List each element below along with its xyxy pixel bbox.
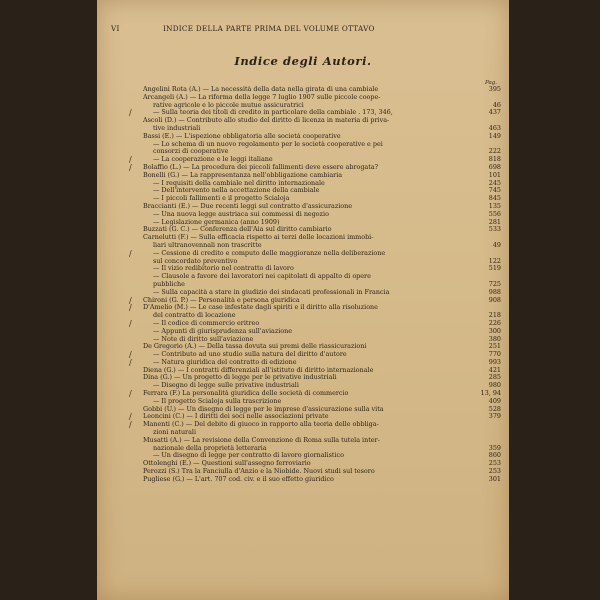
entry-text: zioni naturali [153, 429, 197, 437]
index-entry [143, 180, 501, 188]
entry-page-number: 421 [488, 365, 501, 374]
index-entry [129, 412, 501, 422]
entry-page-number: 253 [488, 459, 501, 468]
entry-page-number: 251 [488, 342, 501, 351]
pencil-mark: / [129, 350, 132, 360]
index-entry [143, 429, 501, 437]
entry-text: — Disegno di legge sulle privative industriali [153, 382, 299, 390]
index-entry [143, 445, 501, 453]
entry-page-number: 533 [488, 225, 501, 234]
index-entry [129, 420, 501, 430]
entry-page-number: 379 [488, 412, 501, 421]
index-entry [143, 367, 501, 375]
entry-page-number: 380 [488, 334, 501, 343]
entry-page-number: 556 [488, 209, 501, 218]
index-entry [129, 295, 501, 305]
index-entry [143, 281, 501, 289]
index-entry [129, 155, 501, 165]
entry-text: tive industriali [153, 124, 201, 132]
entry-text: Ferrara (F.) La personalità giuridica delle società di commercio [143, 390, 349, 398]
entry-text: — La cooperazione e le leggi italiane [153, 156, 273, 164]
entry-page-number: 13, 94 [480, 389, 501, 398]
entry-page-number: 149 [488, 131, 501, 140]
entry-page-number: 226 [488, 318, 501, 327]
entry-page-number: 725 [488, 279, 501, 288]
pencil-mark: / [129, 155, 132, 165]
entry-text: pubbliche [153, 280, 185, 288]
pencil-mark: / [129, 295, 132, 305]
entry-text: De Gregorio (A.) — Della tassa dovuta sui premi delle riassicurazioni [143, 343, 367, 351]
index-entry [143, 195, 501, 203]
index-entry [143, 452, 501, 460]
entry-text: D'Amelio (M.) — Le case infestate dagli spiriti e il diritto alla risoluzione [143, 304, 378, 312]
index-entry [143, 460, 501, 468]
index-entry [143, 312, 501, 320]
entry-page-number: 395 [488, 85, 501, 93]
entry-page-number: 845 [488, 194, 501, 203]
entry-text: Ascoli (D.) — Contributo allo studio del diritto di licenza in materia di priva- [143, 117, 390, 125]
entry-text: Angelini Rota (A.) — La necessità della data nella girata di una cambiale [143, 86, 379, 93]
index-entry [143, 374, 501, 382]
index-entry [143, 234, 501, 242]
entry-page-number: 818 [488, 155, 501, 164]
entry-text: — Un disegno di legge per contratto di lavoro giornalistico [153, 452, 344, 460]
entry-text: — I piccoli fallimenti e il progetto Scialoja [153, 195, 290, 203]
entry-text: liari ultranovennali non trascritte [153, 241, 262, 249]
index-entry [143, 265, 501, 273]
pencil-mark: / [129, 412, 132, 422]
entry-page-number: 222 [488, 147, 501, 156]
running-title: INDICE DELLA PARTE PRIMA DEL VOLUME OTTAVO [163, 24, 375, 33]
index-entry [129, 108, 501, 118]
entry-text: Dina (G.) — Un progetto di legge per le privative industriali [143, 374, 337, 382]
entry-page-number: 218 [488, 311, 501, 320]
entry-page-number: 988 [488, 287, 501, 296]
entry-page-number: 300 [488, 326, 501, 335]
index-entry [143, 172, 501, 180]
entry-text: Perozzi (S.) Tra la Fanciulla d'Anzio e la Niobide. Nuovi studi sul tesoro [143, 468, 375, 476]
entry-page-number: 49 [492, 240, 501, 249]
entry-page-number: 285 [488, 373, 501, 382]
index-entry [143, 102, 501, 110]
index-entry [143, 437, 501, 445]
index-entry [143, 141, 501, 149]
entry-text: — Appunti di giurisprudenza sull'aviazione [153, 327, 293, 335]
index-entry [143, 343, 501, 351]
index-entry [143, 226, 501, 234]
index-entry [143, 406, 501, 414]
index-entry [143, 336, 501, 344]
entry-text: — Il codice di commercio eritreo [153, 319, 260, 327]
entry-page-number: 745 [488, 186, 501, 195]
index-entry [129, 357, 501, 367]
entry-text: — Contributo ad uno studio sulla natura del diritto d'autore [153, 351, 347, 359]
index-entry [143, 398, 501, 406]
index-entry [143, 203, 501, 211]
entry-page-number: 101 [488, 170, 501, 179]
index-entry [143, 219, 501, 227]
entry-text: — Sulla capacità a stare in giudizio dei sindacati professionali in Francia [153, 288, 390, 296]
entry-text: Ottolenghi (E.) — Questioni sull'assegno ferroviario [143, 460, 311, 468]
entry-text: — Clausole a favore dei lavoratori nei capitolati di appalto di opere [153, 273, 371, 281]
index-entry [143, 242, 501, 250]
index-entry [143, 258, 501, 266]
entry-text: Bassi (E.) — L'ispezione obbligatoria alle società cooperative [143, 132, 341, 140]
entry-text: — Una nuova legge austriaca sui commessi di negozio [153, 210, 329, 218]
pencil-mark: / [129, 162, 132, 172]
index-entry [143, 382, 501, 390]
entry-text: Carnelutti (F.) — Sulla efficacia rispetto ai terzi delle locazioni immobi- [143, 234, 374, 242]
entry-text: Arcangeli (A.) — La riforma della legge 7 luglio 1907 sulle piccole coope- [143, 93, 381, 101]
entry-text: Leoncini (C.) — I diritti dei soci nelle associazioni private [143, 413, 329, 421]
page-column-label: Pag. [484, 80, 497, 86]
entry-text: sul concordato preventivo [153, 257, 238, 265]
index-entry [129, 248, 501, 258]
index-entry [143, 273, 501, 281]
entry-text: Buzzati (G. C.) — Conferenza dell'Aia sul diritto cambiario [143, 226, 332, 234]
entry-page-number: 437 [488, 108, 501, 117]
index-entry [143, 117, 501, 125]
pencil-mark: / [129, 420, 132, 430]
entry-page-number: 301 [488, 474, 501, 483]
entry-page-number: 698 [488, 162, 501, 171]
entry-text: nazionale della proprietà letteraria [153, 444, 267, 452]
index-entry [143, 133, 501, 141]
entry-page-number: 245 [488, 178, 501, 187]
index-entry [129, 318, 501, 328]
index-entry [129, 303, 501, 313]
entry-text: — Sulla teoria dei titoli di credito in particolare della cambiale . 173, 346, [153, 109, 393, 117]
index-entry [143, 328, 501, 336]
entry-text: consorzi di cooperative [153, 148, 229, 156]
entry-page-number: 908 [488, 295, 501, 304]
pencil-mark: / [129, 318, 132, 328]
index-entry [143, 125, 501, 133]
entry-text: Bonelli (G.) — La rappresentanza nell'obbligazione cambiaria [143, 171, 343, 179]
book-page [97, 0, 509, 600]
entry-page-number: 281 [488, 217, 501, 226]
index-entry [143, 148, 501, 156]
entry-text: — Il progetto Scialoja sulla trascrizione [153, 397, 282, 405]
entry-page-number: 135 [488, 201, 501, 210]
entry-text: — Natura giuridica del contratto di edizione [153, 358, 297, 366]
entry-text: Diena (G.) — I contratti differenziali all'istituto di diritto internazionale [143, 366, 374, 374]
entry-text: — Note di diritto sull'aviazione [153, 335, 254, 343]
pencil-mark: / [129, 248, 132, 258]
entry-text: rative agricole e lo piccole mutue assicuratrici [153, 101, 304, 109]
entry-page-number: 860 [488, 451, 501, 460]
index-entry [129, 162, 501, 172]
index-entry [143, 187, 501, 195]
index-title: Indice degli Autori. [234, 54, 372, 68]
entry-page-number: 980 [488, 381, 501, 390]
entry-page-number: 463 [488, 123, 501, 132]
entry-page-number: 519 [488, 264, 501, 273]
entry-page-number: 359 [488, 443, 501, 452]
author-index-list [129, 85, 501, 484]
entry-page-number: 253 [488, 467, 501, 476]
page-header [111, 24, 499, 36]
index-entry [129, 389, 501, 399]
pencil-mark: / [129, 357, 132, 367]
entry-page-number: 770 [488, 350, 501, 359]
index-entry [143, 86, 501, 94]
entry-text: — Dell'intervento nella accettazione della cambiale [153, 187, 320, 195]
entry-page-number: 993 [488, 357, 501, 366]
entry-page-number: 122 [488, 256, 501, 265]
index-entry [143, 476, 501, 484]
entry-text: Gobbi (U.) — Un disegno di legge per le imprese d'assicurazione sulla vita [143, 405, 384, 413]
entry-text: del contratto di locazione [153, 312, 236, 320]
entry-text: — Il vizio redibitorio nel contratto di lavoro [153, 265, 294, 273]
index-entry [143, 289, 501, 297]
entry-text: — I requisiti della cambiale nel diritto internazionale [153, 179, 325, 187]
index-entry [143, 211, 501, 219]
entry-text: — Legislazione germanica (anno 1909) [153, 218, 280, 226]
entry-text: Chironi (G. P.) — Personalità e persona giuridica [143, 296, 300, 304]
entry-page-number: 528 [488, 404, 501, 413]
pencil-mark: / [129, 303, 132, 313]
entry-text: — Cessione di credito e computo delle maggioranze nella deliberazione [153, 249, 386, 257]
page-number: VI [111, 24, 120, 33]
entry-text: Pugliese (G.) — L'art. 707 cod. civ. e il suo effetto giuridico [143, 475, 334, 483]
index-entry [129, 350, 501, 360]
pencil-mark: / [129, 389, 132, 399]
entry-text: Bolaffio (L.) — La procedura dei piccoli fallimenti deve essere abrogata? [143, 163, 379, 171]
entry-text: Musatti (A.) — La revisione della Convenzione di Roma sulla tutela inter- [143, 436, 380, 444]
entry-page-number: 46 [492, 100, 501, 109]
entry-text: Manenti (C.) — Del debito di giuoco in rapporto alla teoria delle obbliga- [143, 421, 379, 429]
entry-page-number: 409 [488, 396, 501, 405]
index-entry [143, 468, 501, 476]
entry-text: Braccianti (E.) — Due recenti leggi sul contratto d'assicurazione [143, 202, 353, 210]
index-entry [143, 94, 501, 102]
entry-text: — Lo schema di un nuovo regolamento per le società cooperative e pei [153, 140, 383, 148]
pencil-mark: / [129, 108, 132, 118]
